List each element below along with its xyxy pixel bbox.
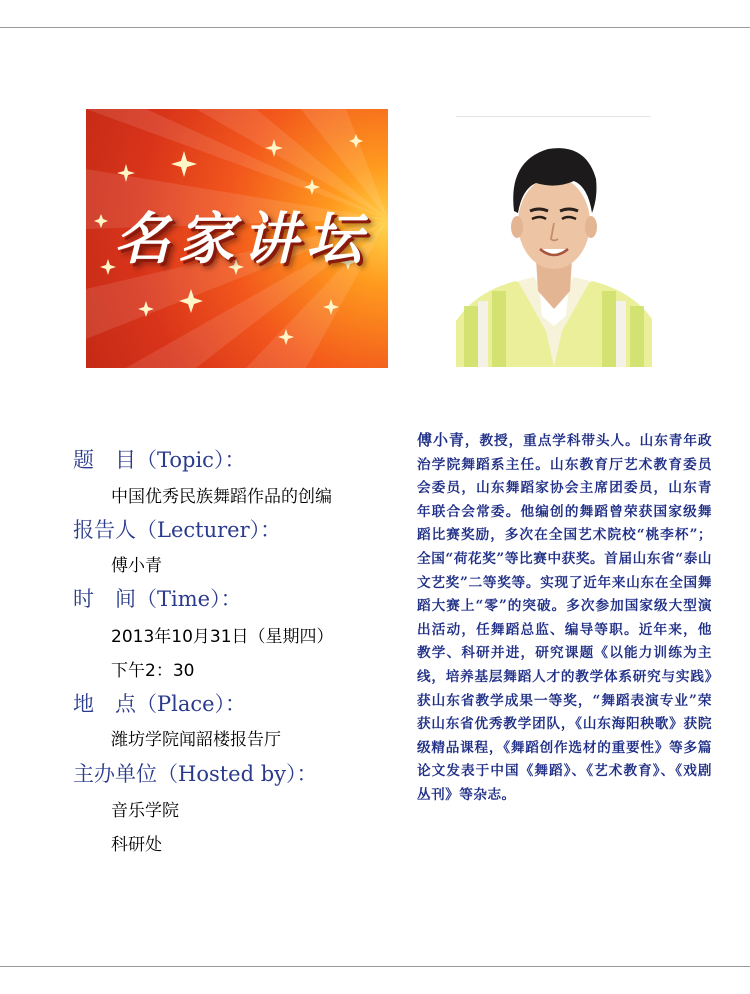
- host-research-office: 科研处: [111, 835, 162, 855]
- lecturer-bio: [417, 429, 712, 808]
- time-date: 2013年10月31日（星期四）: [111, 627, 334, 647]
- top-rule: [0, 27, 750, 28]
- banner-title: 名家讲坛: [114, 206, 370, 272]
- topic-label: 题 目（Topic）：: [73, 448, 246, 472]
- topic-value: 中国优秀民族舞蹈作品的创编: [111, 487, 332, 507]
- photo-divider: [456, 116, 651, 117]
- portrait-image: [456, 131, 652, 367]
- lecture-series-banner: [86, 109, 388, 368]
- lecturer-value: 傅小青: [111, 556, 162, 576]
- lecturer-portrait: [456, 131, 652, 367]
- bio-name: 傅小青: [417, 431, 465, 449]
- host-label: 主办单位（Hosted by）：: [73, 762, 318, 786]
- place-value: 潍坊学院闻韶楼报告厅: [111, 730, 281, 750]
- time-label: 时 间（Time）：: [73, 587, 242, 611]
- host-music-college: 音乐学院: [111, 801, 179, 821]
- bio-text: ，教授，重点学科带头人。山东青年政治学院舞蹈系主任。山东教育厅艺术教育委员会委员，山东舞蹈家协会主席团委员，山东青年联合会常委。他编创的舞蹈曾荣获国家级舞蹈比赛奖励，多次在全国艺术院校“桃李杯”； 全国“荷花奖”等比赛中获奖。首届山东省“泰山文艺奖”二等奖等。实现了近年来山东在全国舞蹈大赛上“零”的突破。多次参加国家级大型演出活动，任舞蹈总监、编导等职。近年来，他教学、科研并进，研究课题《以能力训练为主线，培养基层舞蹈人才的教学体系研究与实践》获山东省教学成果一等奖，“舞蹈表演专业”荣获山东省优秀教学团队，《山东海阳秧歌》获院级精品课程，《舞蹈创作选材的重要性》等多篇论文发表于中国《舞蹈》、《艺术教育》、《戏剧丛刊》等杂志。: [417, 433, 712, 803]
- time-clock: 下午2：30: [111, 661, 195, 681]
- lecturer-label: 报告人（Lecturer）：: [73, 518, 282, 542]
- place-label: 地 点（Place）：: [73, 692, 247, 716]
- bottom-rule: [0, 966, 750, 967]
